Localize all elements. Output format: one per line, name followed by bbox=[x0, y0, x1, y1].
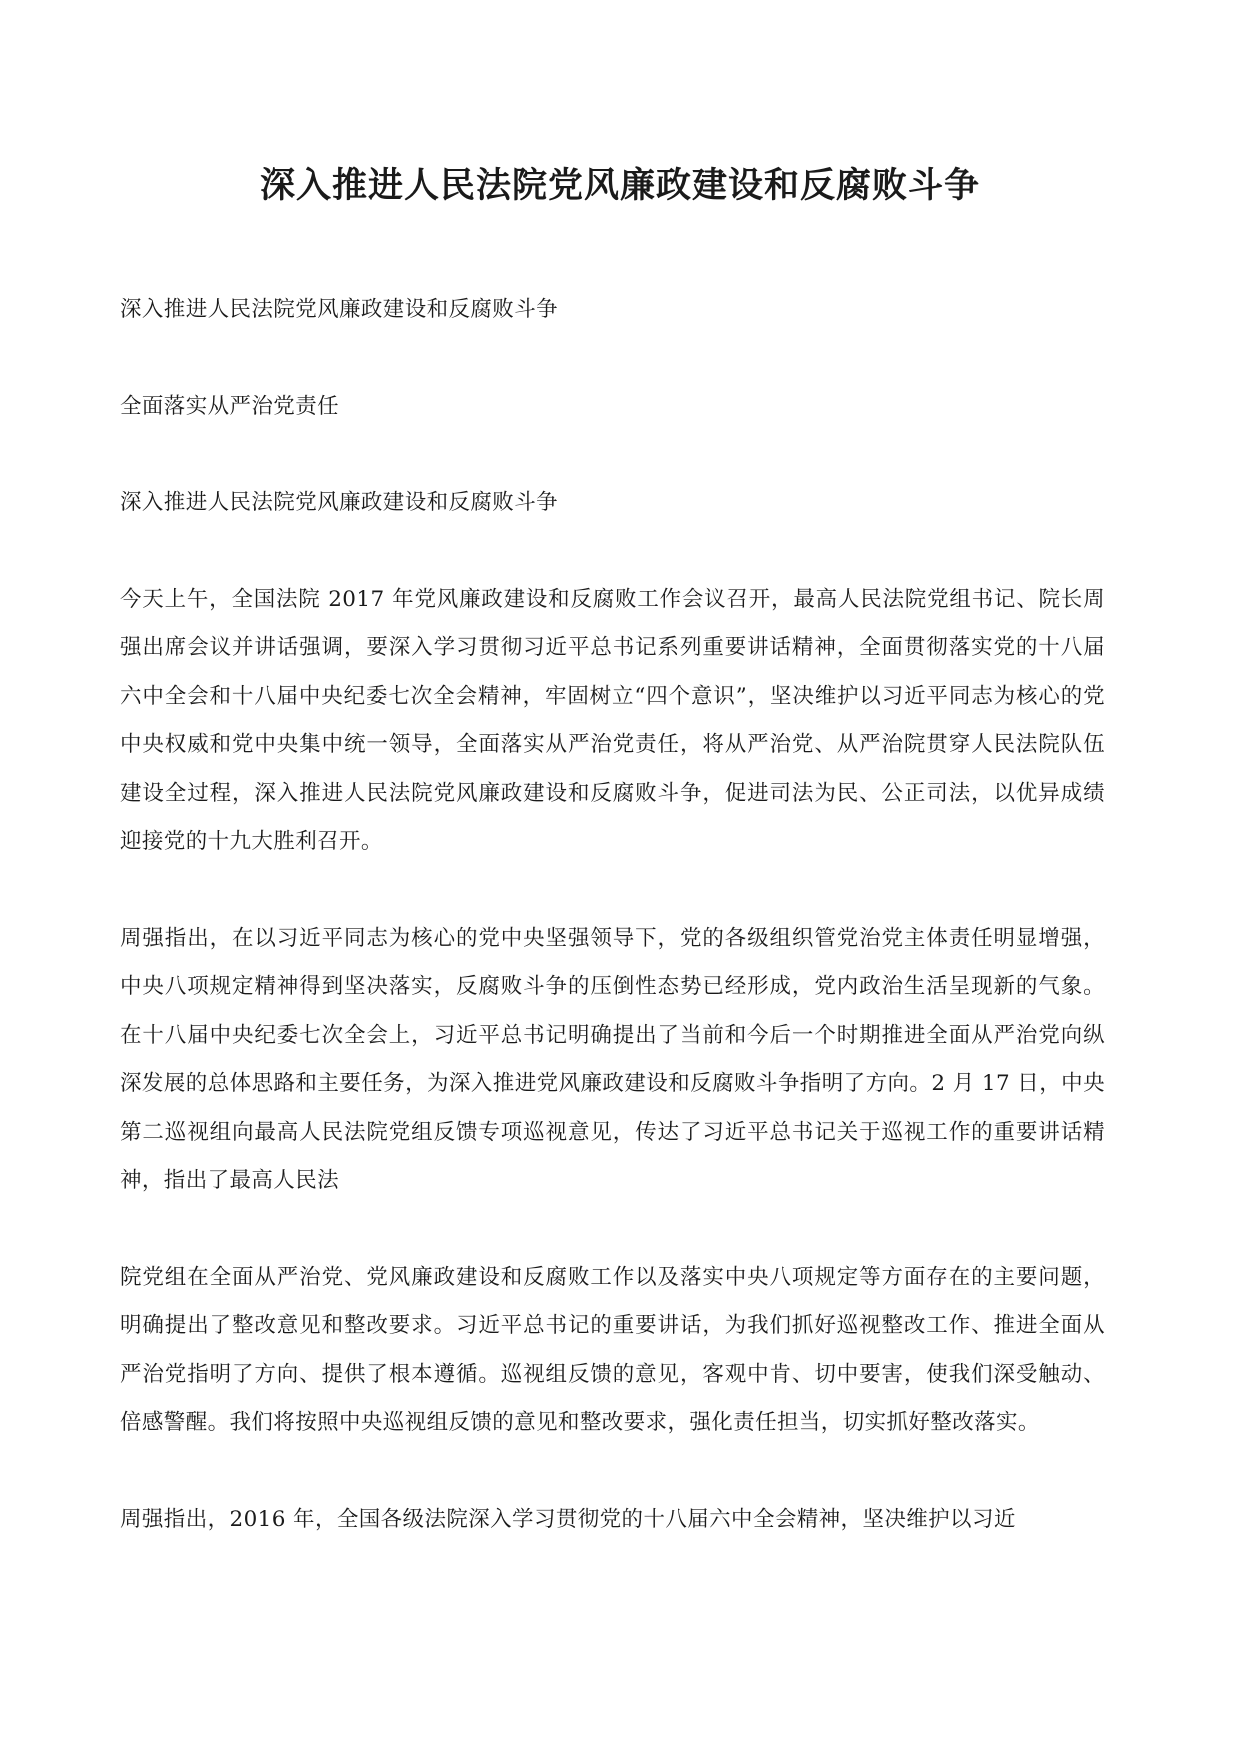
body-paragraph-2: 周强指出，在以习近平同志为核心的党中央坚强领导下，党的各级组织管党治党主体责任明显增强，中央八项规定精神得到坚决落实，反腐败斗争的压倒性态势已经形成，党内政治生活呈现新的气象。在十八届中央纪委七次全会上，习近平总书记明确提出了当前和今后一个时期推进全面从严治党向纵深发展的总体思路和主要任务，为深入推进党风廉政建设和反腐败斗争指明了方向。2 月 17 日，中央第二巡视组向最高人民法院党组反馈专项巡视意见，传达了习近平总书记关于巡视工作的重要讲话精神，指出了最高人民法 bbox=[120, 925, 1105, 1193]
body-paragraph-3: 院党组在全面从严治党、党风廉政建设和反腐败工作以及落实中央八项规定等方面存在的主要问题，明确提出了整改意见和整改要求。习近平总书记的重要讲话，为我们抓好巡视整改工作、推进全面从严治党指明了方向、提供了根本遵循。巡视组反馈的意见，客观中肯、切中要害，使我们深受触动、倍感警醒。我们将按照中央巡视组反馈的意见和整改要求，强化责任担当，切实抓好整改落实。 bbox=[120, 1264, 1105, 1435]
subheading-1: 深入推进人民法院党风廉政建设和反腐败斗争 bbox=[120, 297, 559, 322]
subheading-3: 深入推进人民法院党风廉政建设和反腐败斗争 bbox=[120, 490, 559, 515]
body-paragraph-1: 今天上午，全国法院 2017 年党风廉政建设和反腐败工作会议召开，最高人民法院党组书记、院长周强出席会议并讲话强调，要深入学习贯彻习近平总书记系列重要讲话精神，全面贯彻落实党的十八届六中全会和十八届中央纪委七次全会精神，牢固树立“四个意识”，坚决维护以习近平同志为核心的党中央权威和党中央集中统一领导，全面落实从严治党责任，将从严治党、从严治院贯穿人民法院队伍建设全过程，深入推进人民法院党风廉政建设和反腐败斗争，促进司法为民、公正司法，以优异成绩迎接党的十九大胜利召开。 bbox=[120, 586, 1105, 854]
document-body bbox=[120, 286, 1105, 1592]
document-title: 深入推进人民法院党风廉政建设和反腐败斗争 bbox=[259, 166, 980, 206]
subheading-2: 全面落实从严治党责任 bbox=[120, 393, 340, 419]
body-paragraph-4: 周强指出，2016 年，全国各级法院深入学习贯彻党的十八届六中全会精神，坚决维护以习近 bbox=[120, 1506, 1016, 1532]
